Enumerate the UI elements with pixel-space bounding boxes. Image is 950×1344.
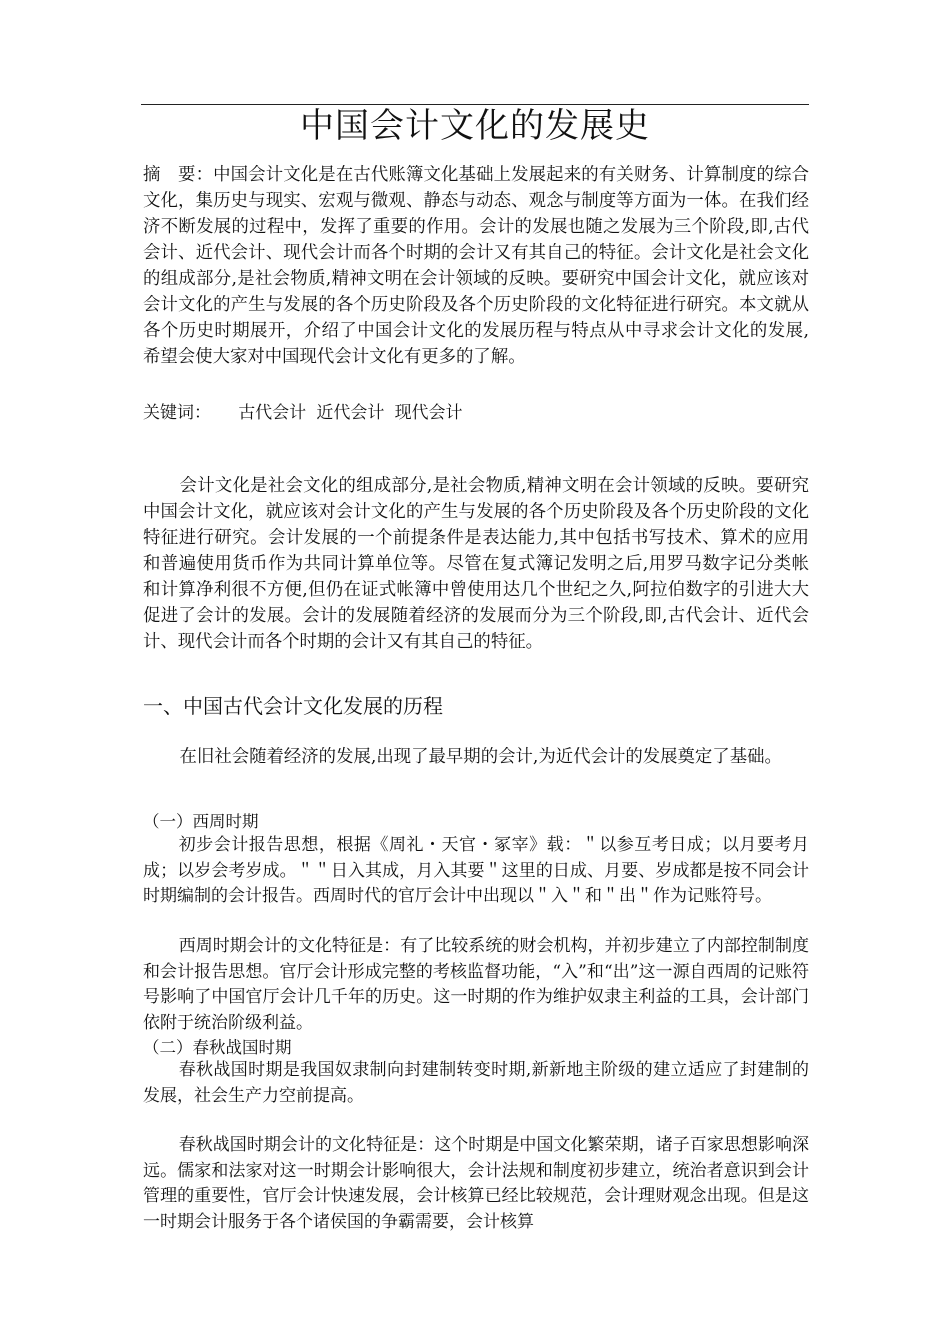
document-title: 中国会计文化的发展史 <box>300 106 650 146</box>
subsection-heading-western-zhou: （一）西周时期 <box>143 812 259 831</box>
abstract-paragraph: 摘 要：中国会计文化是在古代账簿文化基础上发展起来的有关财务、计算制度的综合文化，集历史与现实、宏观与微观、静态与动态、观念与制度等方面为一体。在我们经济不断发展的过程中，发挥了重要的作用。会计的发展也随之发展为三个阶段,即,古代会计、近代会计、现代会计而各个时期的会计又有其自己的特征。会计文化是社会文化的组成部分,是社会物质,精神文明在会计领域的反映。要研究中国会计文化，就应该对会计文化的产生与发展的各个历史阶段及各个历史阶段的文化特征进行研究。本文就从各个历史时期展开，介绍了中国会计文化的发展历程与特点从中寻求会计文化的发展,希望会使大家对中国现代会计文化有更多的了解。 <box>143 165 809 367</box>
western-zhou-paragraph-2: 西周时期会计的文化特征是：有了比较系统的财会机构，并初步建立了内部控制制度和会计报告思想。官厅会计形成完整的考核监督功能，“入”和“出”这一源自西周的记账符号影响了中国官厅会计几千年的历史。这一时期的作为维护奴隶主利益的工具，会计部门依附于统治阶级利益。 <box>143 936 809 1033</box>
keywords-label: 关键词： <box>143 403 211 423</box>
keyword: 现代会计 <box>394 403 463 423</box>
western-zhou-paragraph-1: 初步会计报告思想，根据《周礼・天官・冢宰》载：＂以参互考日成；以月要考月成；以岁会考岁成。＂＂日入其成，月入其要＂这里的日成、月要、岁成都是按不同会计时期编制的会计报告。西周时代的官厅会计中出现以＂入＂和＂出＂作为记账符号。 <box>143 835 809 906</box>
intro-paragraph: 会计文化是社会文化的组成部分,是社会物质,精神文明在会计领域的反映。要研究中国会计文化，就应该对会计文化的产生与发展的各个历史阶段及各个历史阶段的文化特征进行研究。会计发展的一个前提条件是表达能力,其中包括书写技术、算术的应用和普遍使用货币作为共同计算单位等。尽管在复式簿记发明之后,用罗马数字记分类帐和计算净利很不方便,但仍在证式帐簿中曾使用达几个世纪之久,阿拉伯数字的引进大大促进了会计的发展。会计的发展随着经济的发展而分为三个阶段,即,古代会计、近代会计、现代会计而各个时期的会计又有其自己的特征。 <box>143 476 809 652</box>
spring-autumn-paragraph-1: 春秋战国时期是我国奴隶制向封建制转变时期,新新地主阶级的建立适应了封建制的发展，社会生产力空前提高。 <box>143 1060 809 1106</box>
keywords-line <box>143 400 809 426</box>
keyword: 古代会计 <box>238 403 307 423</box>
keyword: 近代会计 <box>316 403 385 423</box>
section-intro-paragraph: 在旧社会随着经济的发展,出现了最早期的会计,为近代会计的发展奠定了基础。 <box>179 747 782 767</box>
section-heading: 一、中国古代会计文化发展的历程 <box>143 694 443 718</box>
subsection-heading-spring-autumn: （二）春秋战国时期 <box>143 1038 292 1057</box>
spring-autumn-paragraph-2: 春秋战国时期会计的文化特征是：这个时期是中国文化繁荣期，诸子百家思想影响深远。儒家和法家对这一时期会计影响很大，会计法规和制度初步建立，统治者意识到会计管理的重要性，官厅会计快速发展，会计核算已经比较规范，会计理财观念出现。但是这一时期会计服务于各个诸侯国的争霸需要，会计核算 <box>143 1135 809 1232</box>
